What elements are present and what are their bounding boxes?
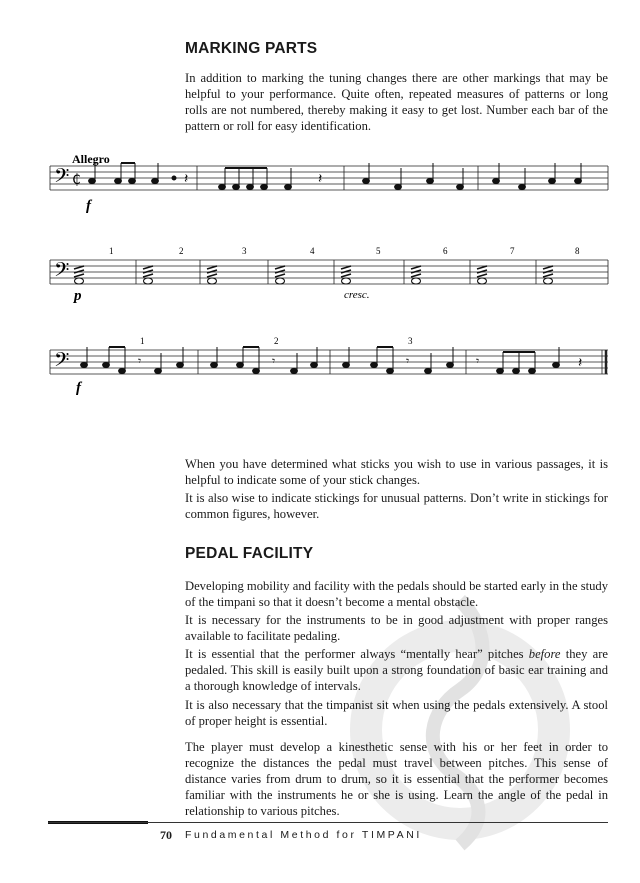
pattern-number: 3 [408,336,413,346]
roll-number: 7 [510,246,515,256]
svg-text:𝄾: 𝄾 [406,354,410,368]
dynamic-forte-1: f [86,198,91,214]
svg-text:𝄾: 𝄾 [272,354,276,368]
roll-number: 2 [179,246,184,256]
paragraph-pedal-2: It is necessary for the instruments to be in good adjustment with proper ranges available to facilitate pedaling. [185,613,608,643]
pattern-number: 1 [140,336,145,346]
rolls-system-2 [74,266,553,284]
paragraph-pedal-3-start: It is essential that the performer always “mentally hear” pitches [185,647,529,661]
footer-book-title: Fundamental Method for TIMPANI [185,829,422,841]
pattern-measure-numbers [140,336,413,346]
bass-clef-icon: 𝄢 [54,164,70,192]
paragraph-stickings: It is also wise to indicate stickings for unusual patterns. Don’t write in stickings for common figures, however. [185,491,608,521]
cresc-marking: cresc. [344,289,370,301]
bass-clef-icon: 𝄢 [54,258,70,286]
paragraph-pedal-1: Developing mobility and facility with the pedals should be started early in the study of the timpani so that it doesn’t become a mental obstacle. [185,579,608,609]
emphasis-before: before [528,647,561,661]
paragraph-stick-changes: When you have determined what sticks you wish to use in various passages, it is helpful to indicate some of your stick changes. [185,457,608,487]
paragraph-pedal-3-end: they are pedaled. This skill is easily built upon a strong foundation of basic ear training and a thorough knowledge of intervals. [185,647,608,693]
staff-lines-system-2 [50,260,608,284]
paragraph-pedal-5: The player must develop a kinesthetic sense with his or her feet in order to recognize the distances the pedal must travel between pitches. This sense of distance varies from drum to drum, so it is essential that the performer becomes familiar with the instruments he or she is using. Learn the angle of the pedal in relationship to various pitches. [185,740,608,818]
paragraph-pedal-4: It is also necessary that the timpanist sit when using the pedals extensively. A stool of proper height is essential. [185,698,608,728]
roll-number: 4 [310,246,315,256]
roll-number: 8 [575,246,580,256]
notes-system-3 [81,347,583,374]
tempo-marking: Allegro [72,152,110,166]
paragraph-pedal-3 [185,646,608,694]
svg-text:𝄽: 𝄽 [318,171,323,187]
roll-number: 1 [109,246,114,256]
cut-time-icon: ₵ [72,172,81,188]
page-number: 70 [160,828,172,842]
svg-text:𝄾: 𝄾 [138,354,142,368]
roll-number: 3 [242,246,247,256]
notes-system-1 [89,163,582,190]
roll-number: 6 [443,246,448,256]
bass-clef-icon: 𝄢 [54,348,70,376]
paragraph-marking-intro: In addition to marking the tuning changes there are other markings that may be helpful to your performance. Quite often, repeated measures of patterns or long rolls are not numbered, thereby making it easy to get lost. Number each bar of the pattern or roll for easy identification. [185,71,608,133]
svg-text:𝄾: 𝄾 [476,354,480,368]
heading-marking-parts: MARKING PARTS [185,40,318,57]
staff-lines-system-3 [50,350,608,374]
footer-rule [48,822,608,823]
pattern-number: 2 [274,336,279,346]
svg-text:𝄽: 𝄽 [184,171,189,187]
roll-number: 5 [376,246,381,256]
svg-text:𝄽: 𝄽 [578,355,583,371]
roll-measure-numbers [109,246,580,256]
dynamic-forte-2: f [76,380,81,396]
dynamic-piano: p [74,288,82,304]
heading-pedal-facility: PEDAL FACILITY [185,545,314,562]
